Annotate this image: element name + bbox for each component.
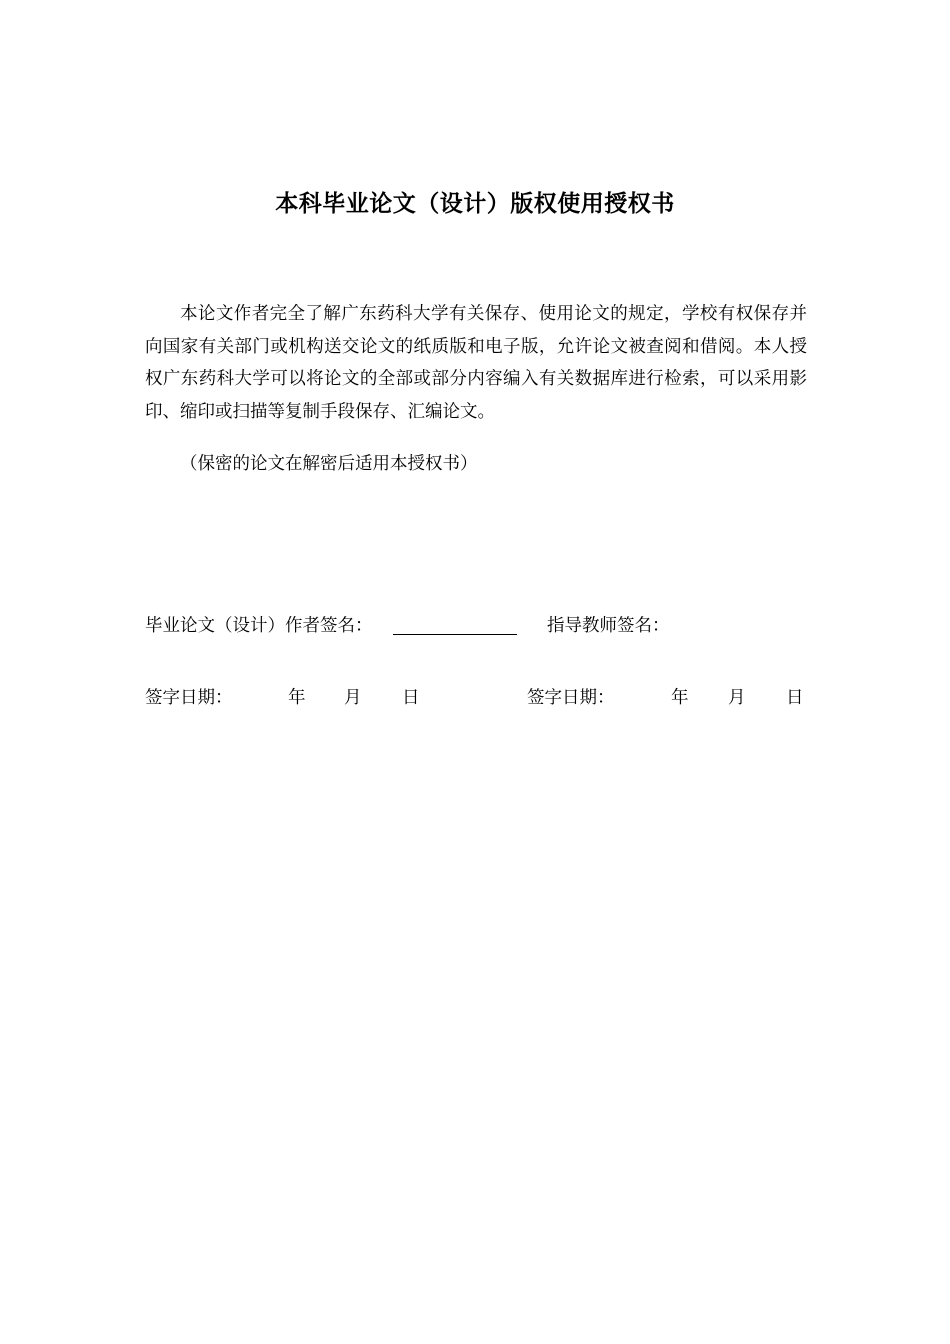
advisor-date-label: 签字日期： xyxy=(527,688,615,708)
authorization-paragraph: 本论文作者完全了解广东药科大学有关保存、使用论文的规定，学校有权保存并向国家有关部门或机构送交论文的纸质版和电子版，允许论文被查阅和借阅。本人授权广东药科大学可以将论文的全部或部分内容编入有关数据库进行检索，可以采用影印、缩印或扫描等复制手段保存、汇编论文。 xyxy=(145,304,807,422)
signature-row xyxy=(145,612,825,642)
author-date-day: 日 xyxy=(402,688,420,708)
date-row xyxy=(145,684,825,714)
author-date-month: 月 xyxy=(344,688,362,708)
advisor-signature-label: 指导教师签名： xyxy=(547,616,670,636)
author-signature-label: 毕业论文（设计）作者签名： xyxy=(145,616,373,636)
advisor-date-month: 月 xyxy=(728,688,746,708)
page-title: 本科毕业论文（设计）版权使用授权书 xyxy=(275,191,675,217)
author-date-label: 签字日期： xyxy=(145,688,233,708)
advisor-date-year: 年 xyxy=(671,688,689,708)
confidentiality-note: （保密的论文在解密后适用本授权书） xyxy=(180,454,478,474)
advisor-date-day: 日 xyxy=(786,688,804,708)
author-signature-line xyxy=(393,634,517,635)
author-date-year: 年 xyxy=(288,688,306,708)
